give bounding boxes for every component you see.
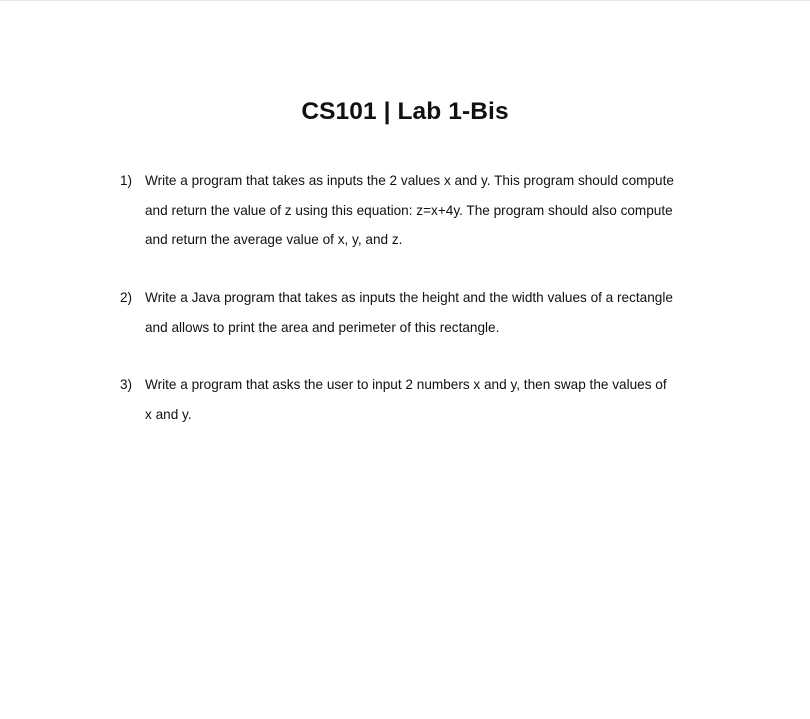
question-text	[145, 283, 725, 342]
page-top-border	[0, 0, 810, 1]
question-line: and allows to print the area and perimeter of this rectangle.	[145, 319, 500, 335]
question-line: Write a program that asks the user to input 2 numbers x and y, then swap the values of	[145, 377, 667, 392]
question-text	[145, 370, 725, 429]
question-number: 2)	[120, 290, 133, 305]
question-line: Write a Java program that takes as inputs the height and the width values of a rectangle	[145, 290, 673, 305]
question-text	[145, 166, 725, 255]
question-line: Write a program that takes as inputs the 2 values x and y. This program should compute	[145, 173, 674, 188]
question-line: x and y.	[145, 406, 192, 422]
question-line: and return the value of z using this equation: z=x+4y. The program should also compute	[145, 202, 673, 218]
page-title: CS101 | Lab 1-Bis	[301, 98, 509, 125]
question-number: 3)	[120, 377, 133, 392]
question-line: and return the average value of x, y, and z.	[145, 232, 403, 247]
question-number: 1)	[120, 173, 133, 188]
